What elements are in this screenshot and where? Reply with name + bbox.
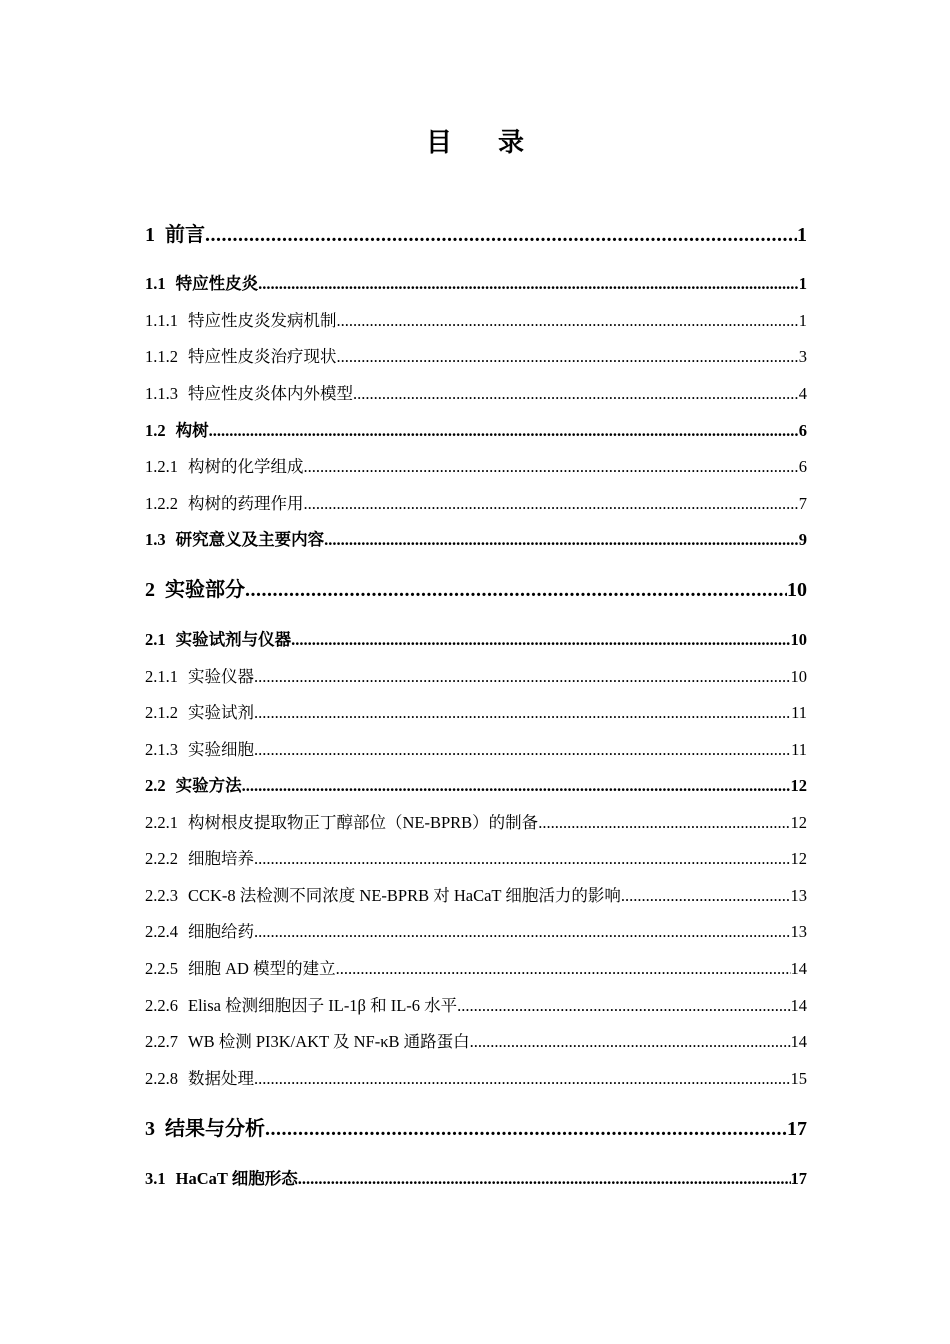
toc-entry-page: 4 bbox=[798, 384, 807, 403]
toc-entry-number: 2 bbox=[145, 579, 155, 601]
toc-entry-text: 实验试剂 bbox=[188, 703, 254, 722]
leader-dots bbox=[324, 530, 799, 550]
toc-entry[interactable] bbox=[145, 218, 807, 247]
toc-entry-number: 3 bbox=[145, 1118, 155, 1140]
leader-dots bbox=[298, 1169, 791, 1189]
toc-entry-text: WB 检测 PI3K/AKT 及 NF-κB 通路蛋白 bbox=[188, 1032, 470, 1051]
toc-entry-page: 1 bbox=[797, 224, 807, 246]
toc-entry[interactable] bbox=[145, 955, 807, 979]
leader-dots bbox=[254, 740, 791, 760]
toc-entry-page: 6 bbox=[798, 457, 807, 476]
toc-entry[interactable] bbox=[145, 490, 807, 514]
toc-entry-text: 特应性皮炎发病机制 bbox=[188, 311, 337, 330]
toc-entry-page: 13 bbox=[790, 886, 807, 905]
toc-entry[interactable] bbox=[145, 1112, 807, 1141]
toc-entry-page: 11 bbox=[791, 740, 807, 759]
leader-dots bbox=[353, 384, 799, 404]
toc-entry-number: 2.2.7 bbox=[145, 1032, 178, 1051]
toc-entry[interactable] bbox=[145, 270, 807, 294]
toc-entry-text: 细胞 AD 模型的建立 bbox=[188, 959, 336, 978]
toc-entry-page: 7 bbox=[798, 494, 807, 513]
toc-entry[interactable] bbox=[145, 809, 807, 833]
toc-title-char-2: 录 bbox=[498, 128, 525, 157]
toc-entry-number: 2.2.8 bbox=[145, 1069, 178, 1088]
toc-entry-page: 1 bbox=[798, 274, 807, 293]
toc-entry-text: 实验细胞 bbox=[188, 740, 254, 759]
toc-entry-text: 特应性皮炎 bbox=[175, 274, 259, 293]
leader-dots bbox=[304, 457, 799, 477]
toc-entry-page: 12 bbox=[790, 776, 807, 795]
toc-entry-page: 14 bbox=[790, 1032, 807, 1051]
toc-entry[interactable] bbox=[145, 417, 807, 441]
leader-dots bbox=[336, 959, 791, 979]
toc-entry-number: 2.2.5 bbox=[145, 959, 178, 978]
toc-entry-number: 2.2.6 bbox=[145, 996, 178, 1015]
toc-entry-page: 10 bbox=[790, 630, 807, 649]
leader-dots bbox=[245, 579, 787, 602]
toc-entry-page: 6 bbox=[798, 421, 807, 440]
leader-dots bbox=[254, 849, 791, 869]
toc-entry-page: 17 bbox=[787, 1118, 807, 1140]
toc-entry-text: 数据处理 bbox=[188, 1069, 254, 1088]
toc-entry[interactable] bbox=[145, 699, 807, 723]
toc-entry[interactable] bbox=[145, 573, 807, 602]
toc-entry-text: 构树 bbox=[175, 421, 209, 440]
toc-entry[interactable] bbox=[145, 845, 807, 869]
toc-entry-text: 前言 bbox=[165, 224, 205, 246]
toc-entry-text: HaCaT 细胞形态 bbox=[175, 1169, 298, 1188]
toc-entry-number: 1.2 bbox=[145, 421, 166, 440]
toc-entry-page: 3 bbox=[798, 347, 807, 366]
toc-entry[interactable] bbox=[145, 1028, 807, 1052]
toc-entry-number: 2.2.3 bbox=[145, 886, 178, 905]
toc-entry-page: 15 bbox=[790, 1069, 807, 1088]
toc-entry-text: 结果与分析 bbox=[165, 1118, 265, 1140]
toc-entry-number: 1 bbox=[145, 224, 155, 246]
toc-entry-number: 2.2 bbox=[145, 776, 166, 795]
leader-dots bbox=[265, 1118, 787, 1141]
toc-title bbox=[0, 122, 950, 159]
toc-entry-text: 构树根皮提取物正丁醇部位（NE-BPRB）的制备 bbox=[188, 813, 539, 832]
toc-entry-text: 细胞培养 bbox=[188, 849, 254, 868]
toc-entry-text: 细胞给药 bbox=[188, 922, 254, 941]
toc-entry[interactable] bbox=[145, 626, 807, 650]
toc-entry-page: 12 bbox=[790, 813, 807, 832]
toc-entry[interactable] bbox=[145, 526, 807, 550]
toc-entry-text: 实验部分 bbox=[165, 579, 245, 601]
toc-entry-number: 2.1.1 bbox=[145, 667, 178, 686]
toc-entry-number: 2.2.1 bbox=[145, 813, 178, 832]
leader-dots bbox=[621, 886, 791, 906]
leader-dots bbox=[538, 813, 790, 833]
leader-dots bbox=[254, 922, 791, 942]
toc-entry[interactable] bbox=[145, 380, 807, 404]
toc-title-char-1: 目 bbox=[425, 128, 452, 157]
toc-entry[interactable] bbox=[145, 1165, 807, 1189]
toc-entry-number: 2.1 bbox=[145, 630, 166, 649]
toc-entry-text: 实验方法 bbox=[175, 776, 242, 795]
toc-entry-text: 特应性皮炎治疗现状 bbox=[188, 347, 337, 366]
toc-entry-number: 3.1 bbox=[145, 1169, 166, 1188]
toc-entry-page: 12 bbox=[790, 849, 807, 868]
toc-entry-number: 2.2.2 bbox=[145, 849, 178, 868]
toc-entry-page: 11 bbox=[791, 703, 807, 722]
toc-entry-page: 9 bbox=[798, 530, 807, 549]
toc-entry-page: 17 bbox=[790, 1169, 807, 1188]
toc-entry[interactable] bbox=[145, 918, 807, 942]
leader-dots bbox=[254, 667, 791, 687]
toc-entry-page: 14 bbox=[790, 996, 807, 1015]
toc-entry[interactable] bbox=[145, 663, 807, 687]
toc-entry-number: 1.1.2 bbox=[145, 347, 178, 366]
toc-entry-text: Elisa 检测细胞因子 IL-1β 和 IL-6 水平 bbox=[188, 996, 458, 1015]
toc-entry-number: 1.1.1 bbox=[145, 311, 178, 330]
toc-entry-number: 1.3 bbox=[145, 530, 166, 549]
leader-dots bbox=[254, 703, 791, 723]
toc-entry-text: 实验试剂与仪器 bbox=[175, 630, 292, 649]
toc-entry-text: 实验仪器 bbox=[188, 667, 254, 686]
toc-entry-page: 1 bbox=[798, 311, 807, 330]
toc-entry-number: 2.1.2 bbox=[145, 703, 178, 722]
toc-entry[interactable] bbox=[145, 343, 807, 367]
toc-entry-number: 1.2.2 bbox=[145, 494, 178, 513]
toc-entry[interactable] bbox=[145, 736, 807, 760]
leader-dots bbox=[254, 1069, 791, 1089]
toc-entry-number: 1.1.3 bbox=[145, 384, 178, 403]
toc-entry[interactable] bbox=[145, 772, 807, 796]
toc-entry-text: CCK-8 法检测不同浓度 NE-BPRB 对 HaCaT 细胞活力的影响 bbox=[188, 886, 621, 905]
toc-entry[interactable] bbox=[145, 1065, 807, 1089]
leader-dots bbox=[209, 421, 799, 441]
toc-entry-number: 1.2.1 bbox=[145, 457, 178, 476]
leader-dots bbox=[242, 776, 791, 796]
toc-entry-page: 10 bbox=[787, 579, 807, 601]
toc-entry[interactable] bbox=[145, 453, 807, 477]
leader-dots bbox=[205, 224, 797, 247]
leader-dots bbox=[470, 1032, 791, 1052]
toc-entry-text: 构树的药理作用 bbox=[188, 494, 304, 513]
toc-entry[interactable] bbox=[145, 307, 807, 331]
leader-dots bbox=[337, 311, 799, 331]
leader-dots bbox=[337, 347, 799, 367]
toc-entry-page: 14 bbox=[790, 959, 807, 978]
leader-dots bbox=[291, 630, 790, 650]
toc-entry-text: 特应性皮炎体内外模型 bbox=[188, 384, 353, 403]
toc-entry-number: 1.1 bbox=[145, 274, 166, 293]
toc-entry-text: 构树的化学组成 bbox=[188, 457, 304, 476]
toc-entry-page: 13 bbox=[790, 922, 807, 941]
toc-entry-page: 10 bbox=[790, 667, 807, 686]
toc-entry-number: 2.2.4 bbox=[145, 922, 178, 941]
leader-dots bbox=[258, 274, 799, 294]
toc-entry-number: 2.1.3 bbox=[145, 740, 178, 759]
toc-entry-text: 研究意义及主要内容 bbox=[175, 530, 325, 549]
toc-entry[interactable] bbox=[145, 882, 807, 906]
toc-entry[interactable] bbox=[145, 992, 807, 1016]
leader-dots bbox=[304, 494, 799, 514]
leader-dots bbox=[457, 996, 790, 1016]
